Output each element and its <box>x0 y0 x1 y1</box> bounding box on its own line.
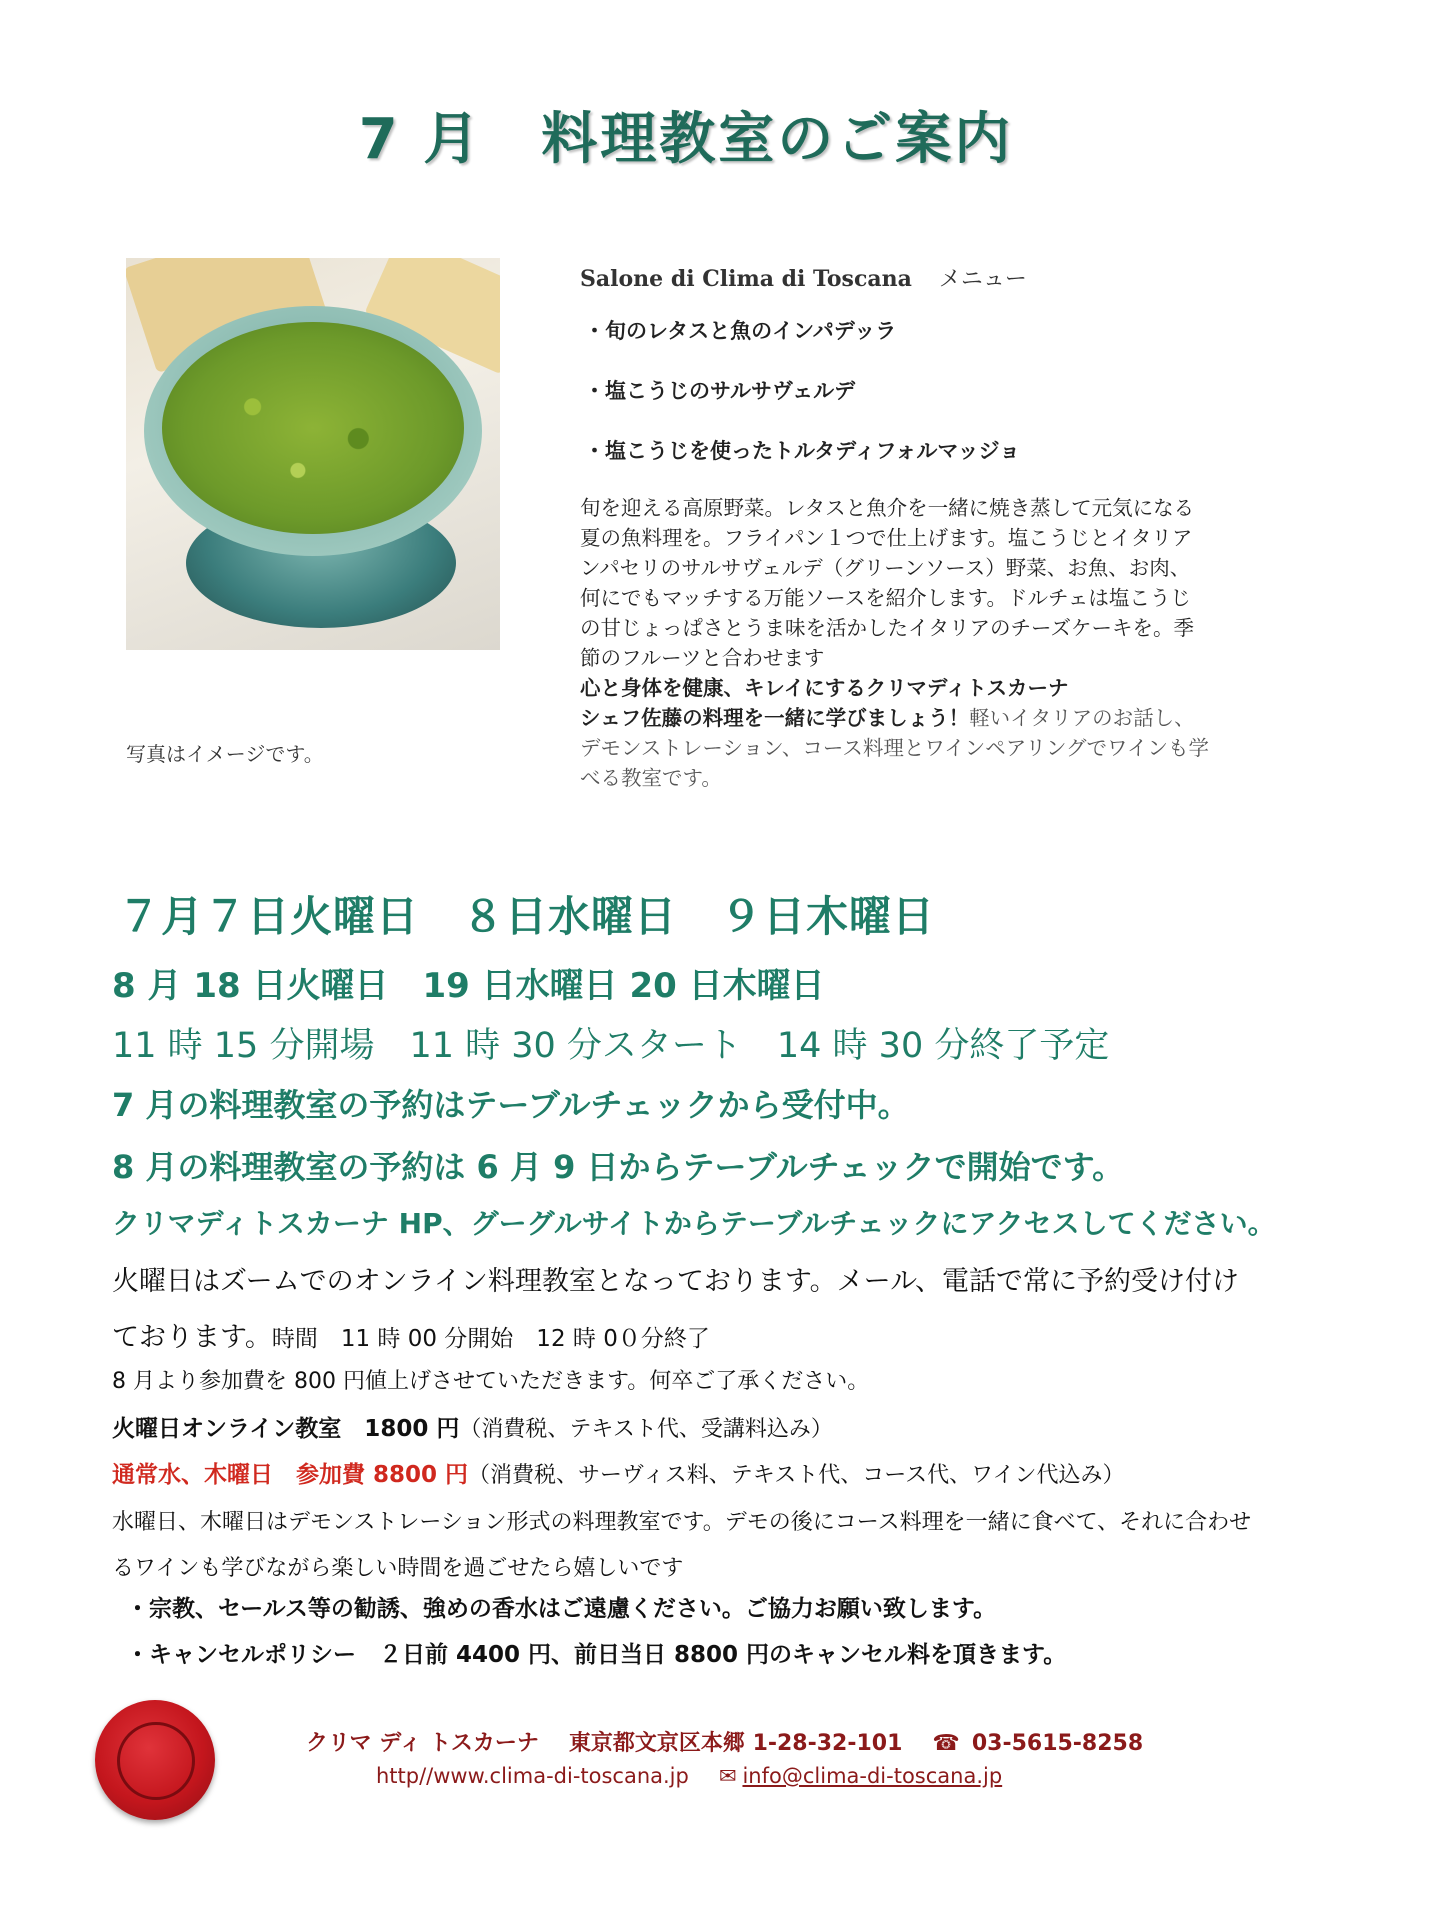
tree-emblem-icon <box>117 1722 195 1800</box>
access-instructions: クリマディトスカーナ HP、グーグルサイトからテーブルチェックにアクセスしてください。 <box>112 1207 1276 1240</box>
menu-description <box>580 493 1210 793</box>
wedthu-fee: 通常水、木曜日 参加費 8800 円 <box>112 1462 469 1488</box>
footer-phone[interactable]: 03-5615-8258 <box>971 1731 1144 1756</box>
fee-notice: 8 月より参加費を 800 円値上げさせていただきます。何卒ご了承ください。 <box>112 1369 870 1394</box>
menu-label: メニュー <box>938 267 1027 292</box>
footer-address: 東京都文京区本郷 1-28-32-101 <box>568 1731 903 1756</box>
photo-caption: 写真はイメージです。 <box>126 742 324 766</box>
description-text: 軽いイタリアのお話し、デモンストレーション、コース料理とワインペアリングでワインも学べる教室です。 <box>580 706 1209 790</box>
online-class-info <box>112 1254 1262 1367</box>
tuesday-fee-note: （消費税、テキスト代、受講料込み） <box>459 1417 833 1442</box>
demo-description: 水曜日、木曜日はデモンストレーション形式の料理教室です。デモの後にコース料理を一緒に食べて、それに合わせるワインも学びながら楽しい時間を過ごせたら嬉しいです <box>112 1510 1252 1581</box>
footer-web <box>376 1764 1002 1788</box>
footer-email[interactable]: info@clima-di-toscana.jp <box>742 1764 1003 1788</box>
menu-section <box>580 262 1220 793</box>
description-text: 旬を迎える高原野菜。レタスと魚介を一緒に焼き蒸して元気になる夏の魚料理を。フライパン１つで仕上げます。塩こうじとイタリアンパセリのサルサヴェルデ（グリーンソース）野菜、お魚、お肉、何にでもマッチする万能ソースを紹介します。ドルチェは塩こうじの甘じょっぱさとうま味を活かしたイタリアのチーズケーキを。季節のフルーツと合わせます <box>580 496 1195 670</box>
description-bold: シェフ佐藤の料理を一緒に学びましょう！ <box>580 706 970 730</box>
tuesday-fee: 火曜日オンライン教室 1800 円 <box>112 1416 460 1442</box>
footer-name: クリマ ディ トスカーナ <box>306 1731 539 1756</box>
tuesday-fee-line <box>112 1410 833 1443</box>
dates-august: 8 月 18 日火曜日 19 日水曜日 20 日木曜日 <box>112 966 825 1006</box>
page-title: 7 月 料理教室のご案内 <box>358 107 1014 172</box>
menu-header <box>580 262 1220 293</box>
etiquette-note: ・宗教、セールス等の勧誘、強めの香水はご遠慮ください。ご協力お願い致します。 <box>126 1596 997 1622</box>
online-time: 時間 11 時 00 分開始 12 時 0０分終了 <box>271 1326 710 1352</box>
dates-july: ７月７日火曜日 ８日水曜日 ９日木曜日 <box>118 892 936 941</box>
footer-url[interactable]: http//www.clima-di-toscana.jp <box>376 1764 689 1788</box>
phone-icon: ☎ <box>932 1731 960 1756</box>
online-text: 火曜日はズームでのオンライン料理教室となっております。メール、電話で常に予約受け付けております。 <box>112 1266 1239 1353</box>
reservation-july: 7 月の料理教室の予約はテーブルチェックから受付中。 <box>112 1086 910 1124</box>
mail-icon: ✉ <box>718 1764 737 1788</box>
green-salsa <box>162 322 464 534</box>
menu-brand: Salone di Clima di Toscana <box>580 266 912 292</box>
schedule-times: 11 時 15 分開場 11 時 30 分スタート 14 時 30 分終了予定 <box>112 1026 1110 1066</box>
reservation-august: 8 月の料理教室の予約は 6 月 9 日からテーブルチェックで開始です。 <box>112 1148 1125 1186</box>
salsa-photo <box>126 258 500 650</box>
wedthu-fee-note: （消費税、サーヴィス料、テキスト代、コース代、ワイン代込み） <box>468 1463 1125 1488</box>
wax-seal-logo <box>95 1700 215 1820</box>
menu-item: ・塩こうじのサルサヴェルデ <box>584 378 856 403</box>
description-bold: 心と身体を健康、キレイにするクリマディトスカーナ <box>580 676 1069 700</box>
menu-item: ・旬のレタスと魚のインパデッラ <box>584 318 897 343</box>
wedthu-fee-line <box>112 1456 1125 1489</box>
footer-contact <box>306 1726 1143 1757</box>
menu-item: ・塩こうじを使ったトルタディフォルマッジョ <box>584 438 1021 463</box>
cancellation-policy: ・キャンセルポリシー ２日前 4400 円、前日当日 8800 円のキャンセル料を頂きます。 <box>126 1642 1067 1668</box>
